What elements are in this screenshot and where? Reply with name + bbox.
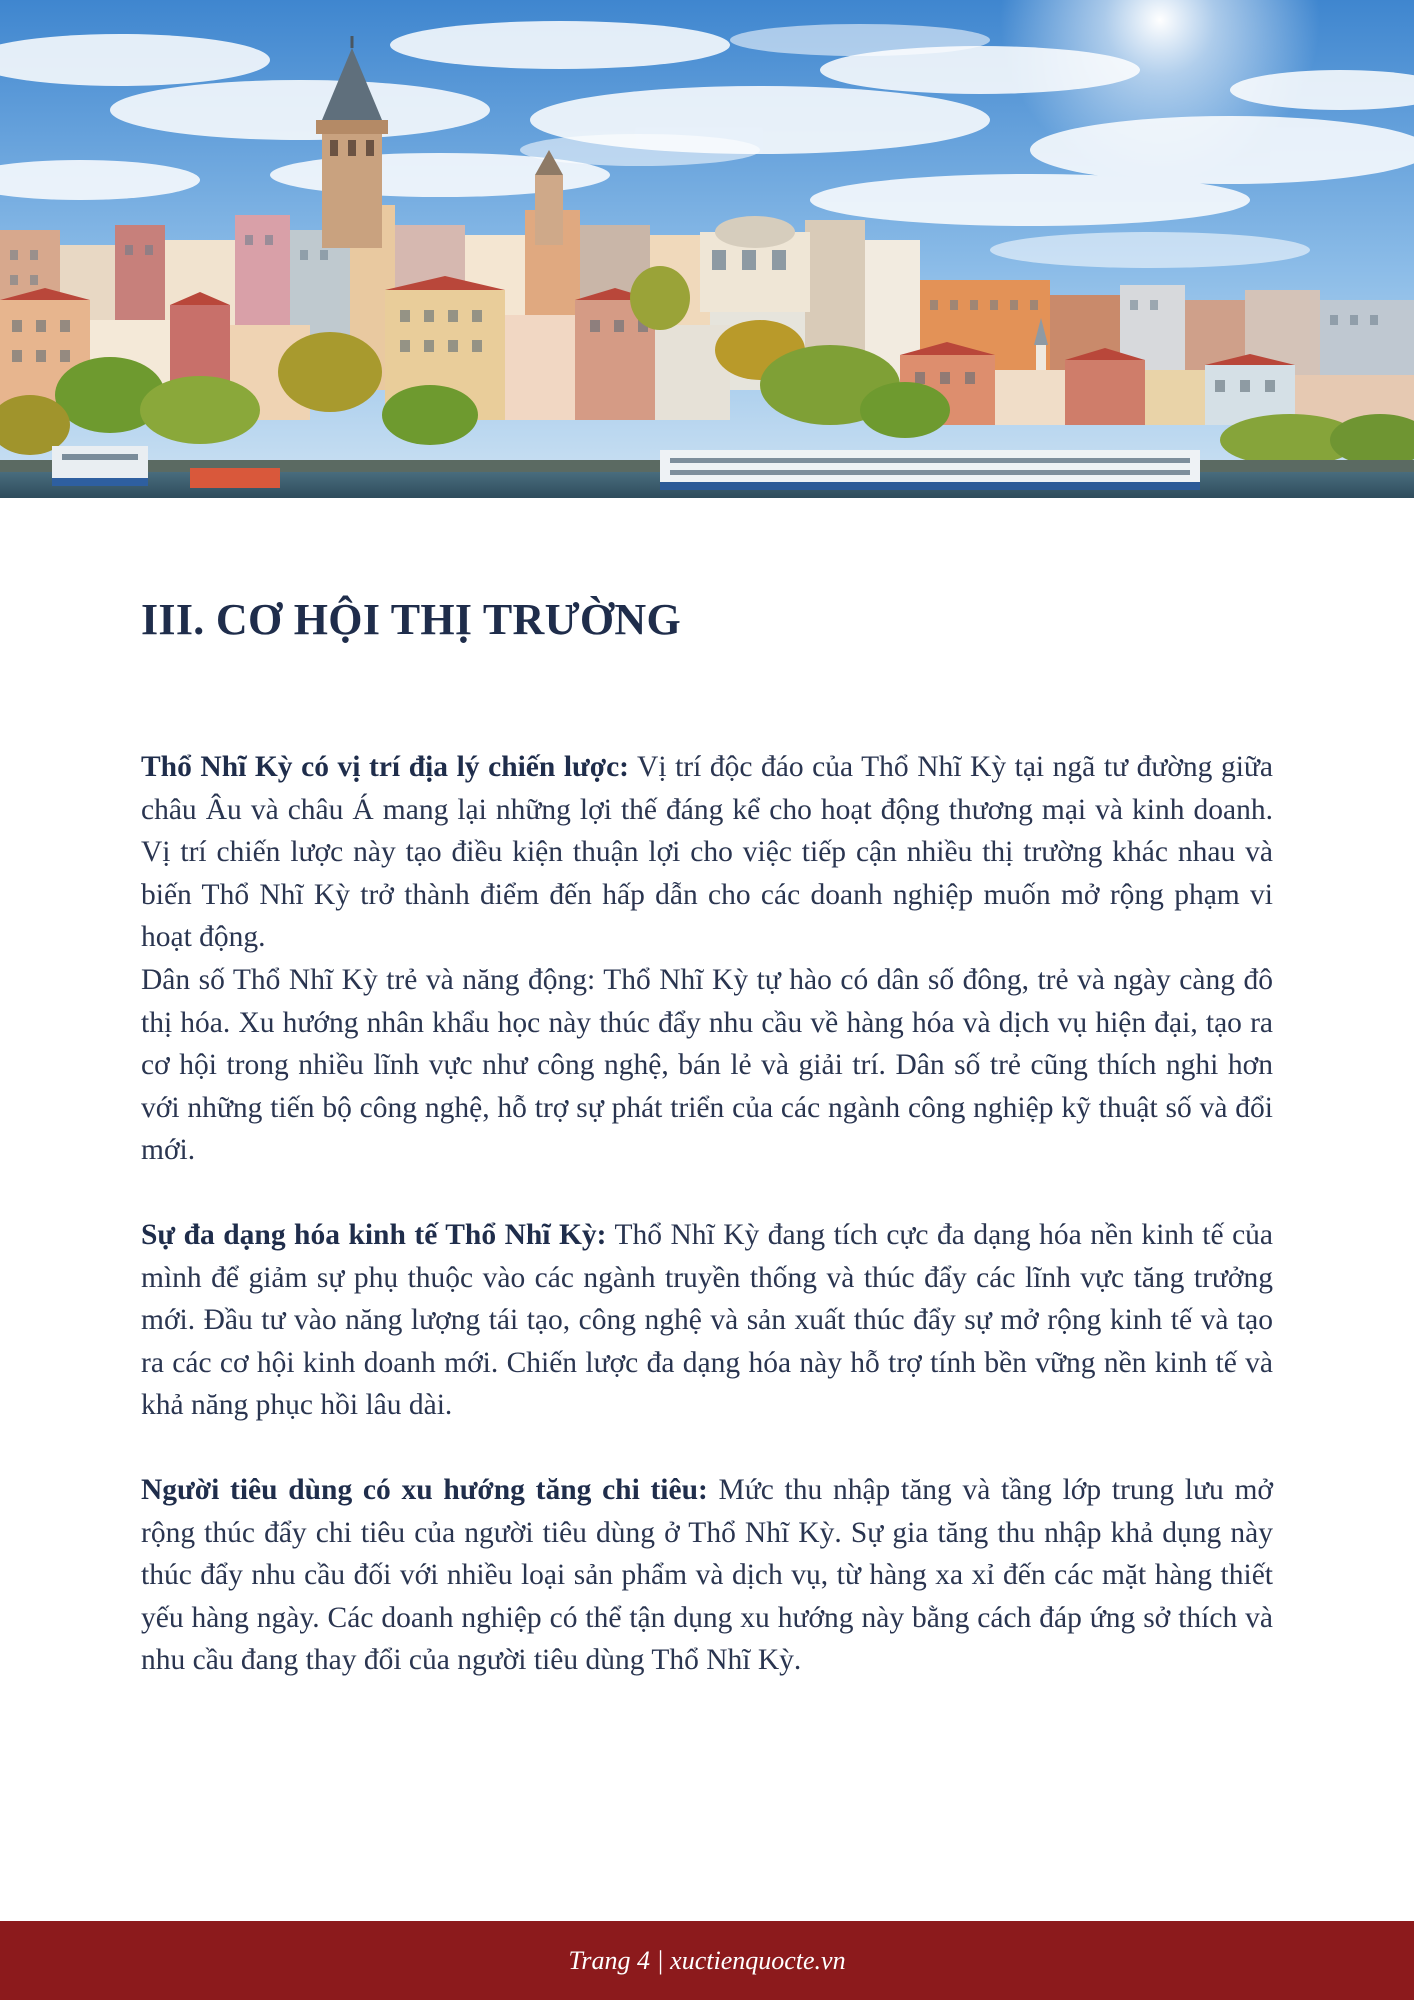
paragraph-young-population — [141, 959, 1273, 1172]
paragraph-economic-diversification — [141, 1214, 1273, 1427]
page-footer — [0, 1921, 1414, 2000]
paragraph-text: Mức thu nhập tăng và tầng lớp trung lưu mở rộng thúc đẩy chi tiêu của người tiêu dùng ở Thổ Nhĩ Kỳ. Sự gia tăng thu nhập khả dụng này thúc đẩy nhu cầu đối với nhiều loại sản phẩm và dịch vụ, từ hàng xa xỉ đến các mặt hàng thiết yếu hàng ngày. Các doanh nghiệp có thể tận dụng xu hướng này bằng cách đáp ứng sở thích và nhu cầu đang thay đổi của người tiêu dùng Thổ Nhĩ Kỳ. — [141, 1473, 1273, 1677]
body-content — [141, 746, 1273, 1724]
footer-page-info: Trang 4 | xuctienquocte.vn — [568, 1945, 846, 1975]
hero-photo — [0, 0, 1414, 498]
istanbul-skyline-illustration — [0, 0, 1414, 498]
paragraph-lead: Sự đa dạng hóa kinh tế Thổ Nhĩ Kỳ: — [141, 1218, 607, 1251]
paragraph-lead: Người tiêu dùng có xu hướng tăng chi tiêu: — [141, 1473, 708, 1506]
paragraph-text: Thổ Nhĩ Kỳ đang tích cực đa dạng hóa nền kinh tế của mình để giảm sự phụ thuộc vào các ngành truyền thống và thúc đẩy các lĩnh vực tăng trưởng mới. Đầu tư vào năng lượng tái tạo, công nghệ và sản xuất thúc đẩy sự mở rộng kinh tế và tạo ra các cơ hội kinh doanh mới. Chiến lược đa dạng hóa này hỗ trợ tính bền vững nền kinh tế và khả năng phục hồi lâu dài. — [141, 1218, 1274, 1422]
paragraph-consumer-spending — [141, 1469, 1273, 1682]
section-title: III. CƠ HỘI THỊ TRƯỜNG — [141, 595, 682, 644]
paragraph-lead: Thổ Nhĩ Kỳ có vị trí địa lý chiến lược: — [141, 751, 630, 783]
paragraph-strategic-location — [141, 746, 1273, 959]
paragraph-text: Vị trí độc đáo của Thổ Nhĩ Kỳ tại ngã tư đường giữa châu Âu và châu Á mang lại những lợi thế đáng kể cho hoạt động thương mại và kinh doanh. Vị trí chiến lược này tạo điều kiện thuận lợi cho việc tiếp cận nhiều thị trường khác nhau và biến Thổ Nhĩ Kỳ trở thành điểm đến hấp dẫn cho các doanh nghiệp muốn mở rộng phạm vi hoạt động. — [141, 751, 1274, 954]
paragraph-text: Dân số Thổ Nhĩ Kỳ trẻ và năng động: Thổ Nhĩ Kỳ tự hào có dân số đông, trẻ và ngày càng đô thị hóa. Xu hướng nhân khẩu học này thúc đẩy nhu cầu về hàng hóa và dịch vụ hiện đại, tạo ra cơ hội trong nhiều lĩnh vực như công nghệ, bán lẻ và giải trí. Dân số trẻ cũng thích nghi hơn với những tiến bộ công nghệ, hỗ trợ sự phát triển của các ngành công nghiệp kỹ thuật số và đổi mới. — [141, 963, 1273, 1167]
